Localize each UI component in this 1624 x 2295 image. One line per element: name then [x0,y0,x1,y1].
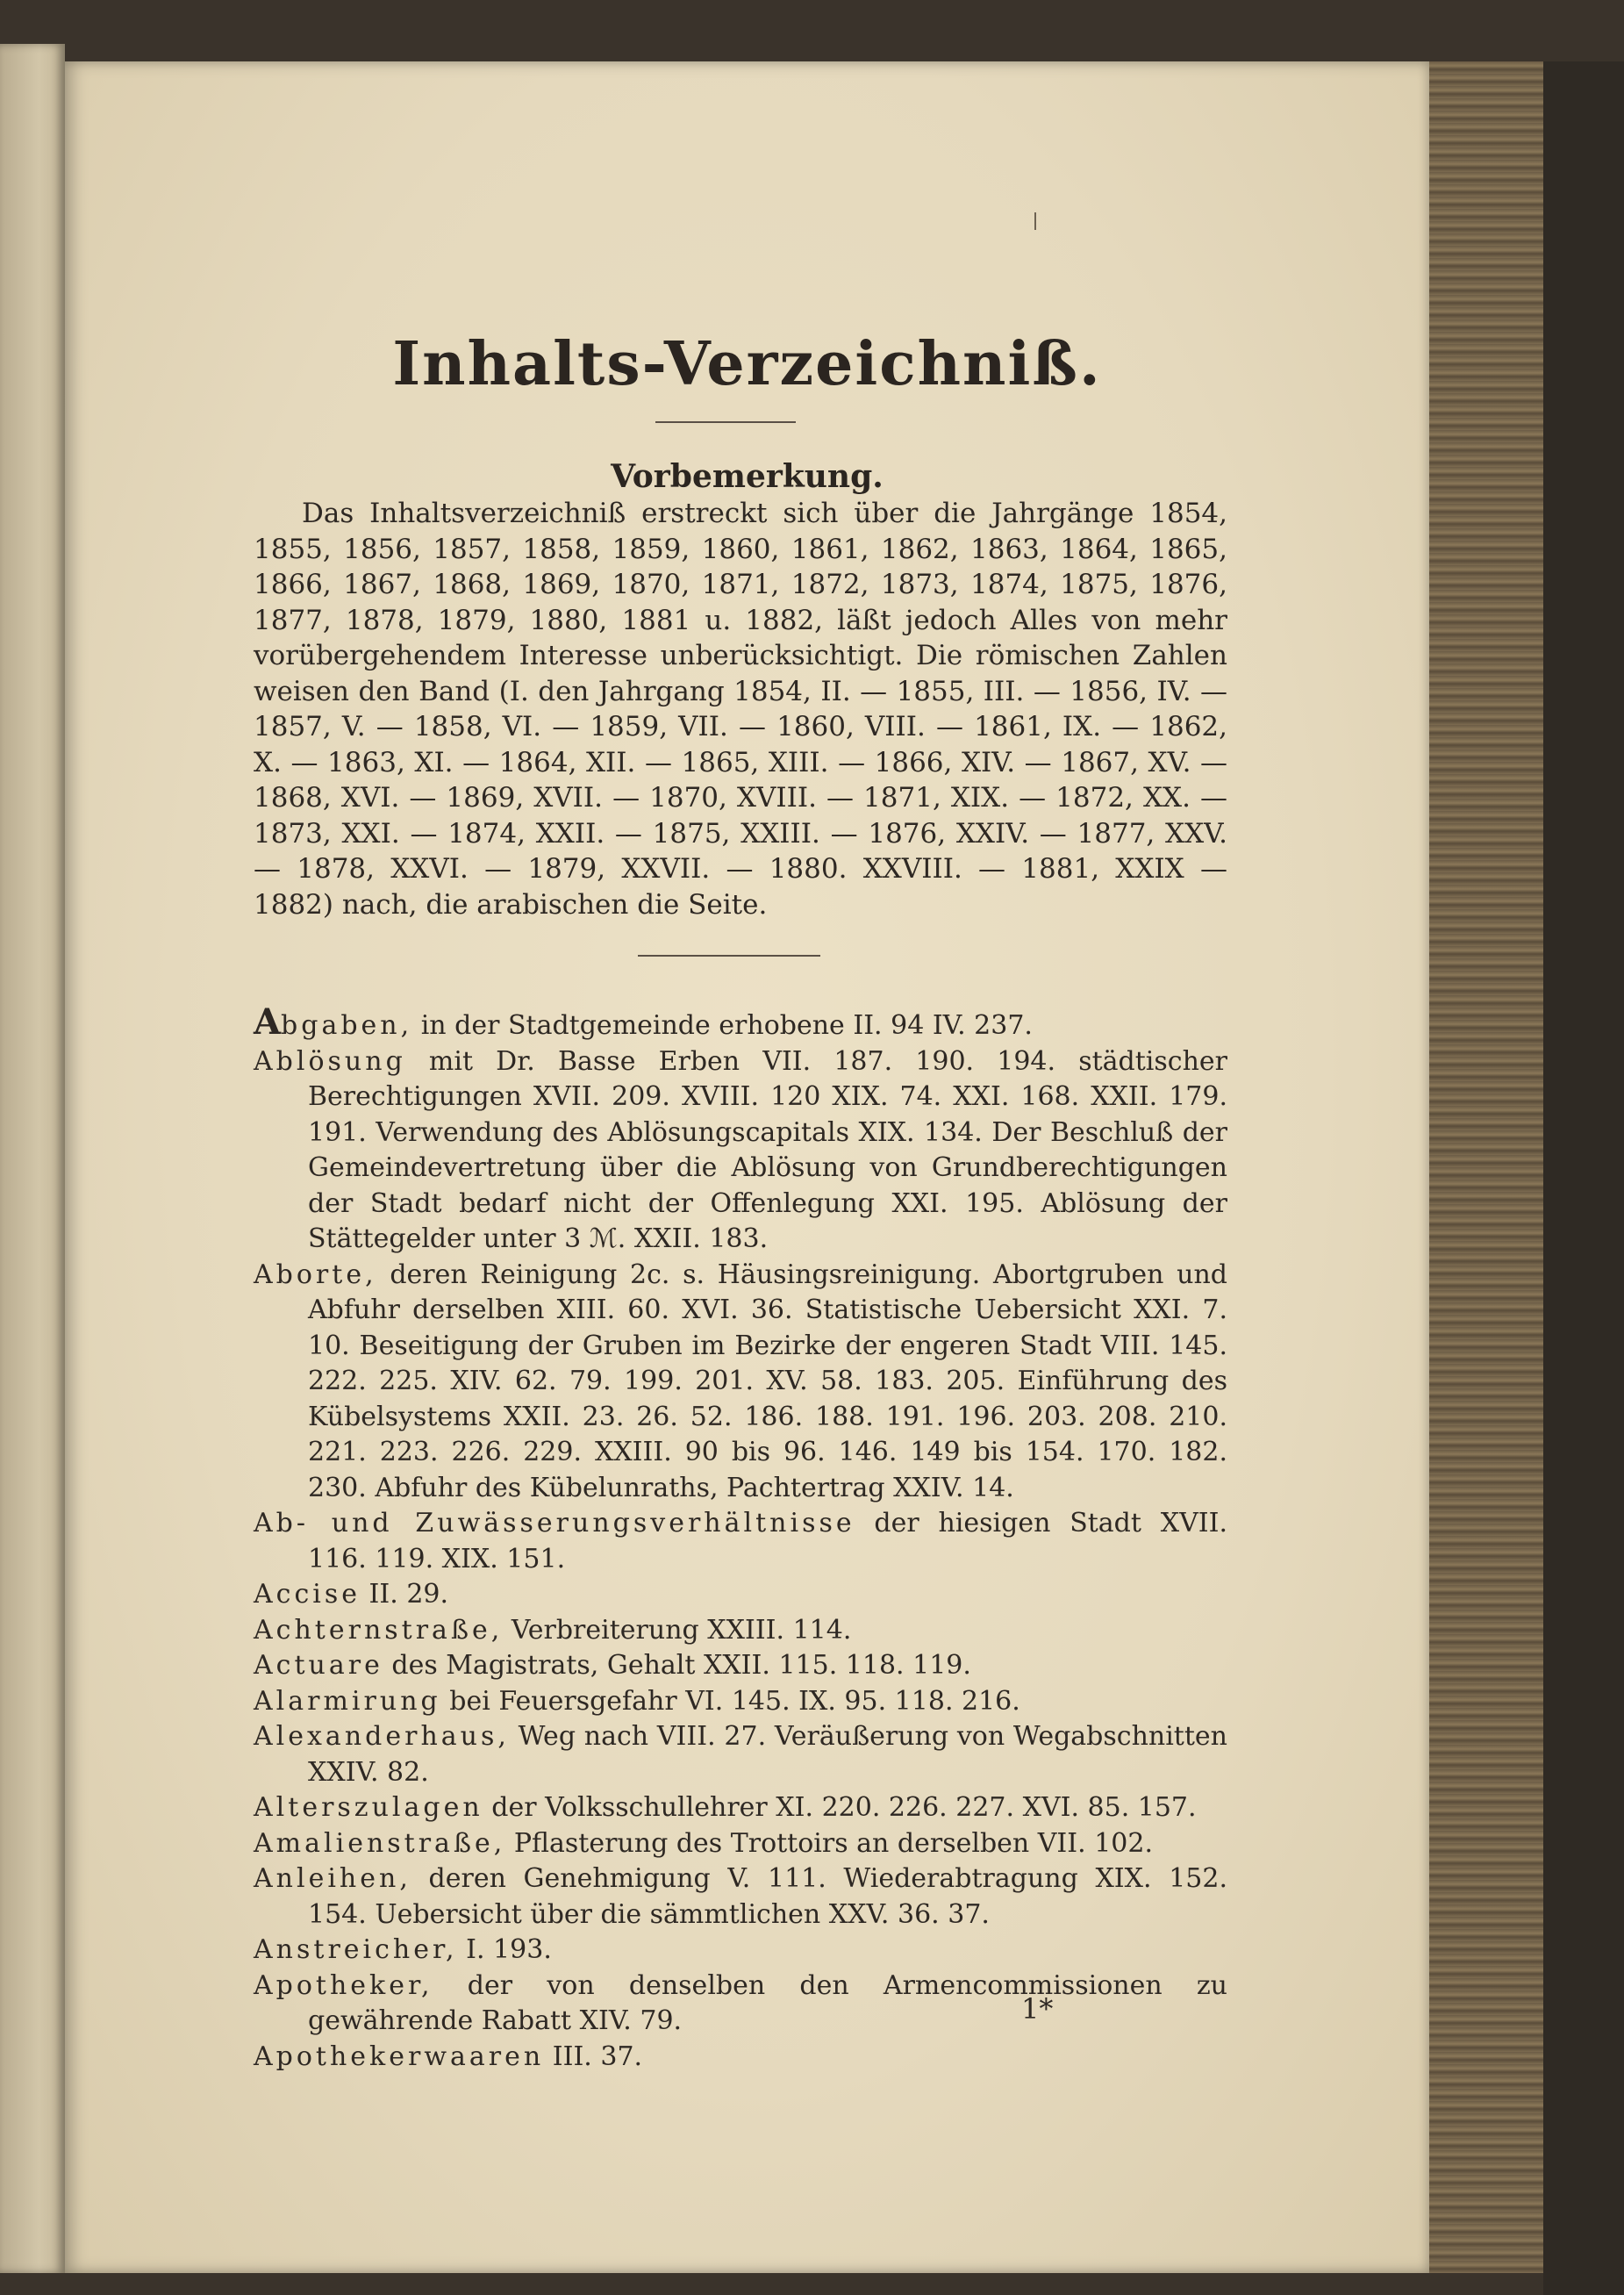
index-entry-text: II. 29. [361,1579,449,1610]
index-entry-text: Pflasterung des Trottoirs an derselben VII. 102. [505,1827,1154,1859]
index-entry-head: Amalienstraße, [254,1827,506,1859]
index-entry [254,1861,1227,1933]
index-entry-text: bei Feuersgefahr VI. 145. IX. 95. 118. 216. [440,1685,1020,1717]
index-entry-keyword [254,1579,361,1610]
book-edge [1429,61,1543,2273]
index-entry [254,1001,1227,1044]
index-entry-head: Anstreicher, [254,1934,458,1965]
index-entry-text: III. 37. [544,2040,643,2072]
index-entry-head: Ablösung [254,1045,406,1077]
index-entry-text: deren Reinigung 2c. s. Häusingsreinigung. Abortgruben und Abfuhr derselben XIII. 60. XVI. 36. Statistische Uebersicht XXI. 7. 10. Beseitigung der Gruben im Bezirke der engeren Stadt VIII. 145. 222. 225. XIV. 62. 79. 199. 201. XV. 58. 183. 205. Einführung des Kübelsystems XXII. 23. 26. 52. 186. 188. 191. 196. 203. 208. 210. 221. 223. 226. 229. XXIII. 90 bis 96. 146. 149 bis 154. 170. 182. 230. Abfuhr des Kübelunraths, Pachtertrag XXIV. 14. [308,1259,1227,1503]
index-entry-keyword [254,1001,413,1043]
index-entry [254,1933,1227,1969]
index-entry-keyword [254,1792,483,1823]
index-entry [254,1719,1227,1790]
preface-text: Das Inhaltsverzeichniß erstreckt sich über die Jahrgänge 1854, 1855, 1856, 1857, 1858, 1859, 1860, 1861, 1862, 1863, 1864, 1865, 1866, 1867, 1868, 1869, 1870, 1871, 1872, 1873, 1874, 1875, 1876, 1877, 1878, 1879, 1880, 1881 u. 1882, läßt jedoch Alles von mehr vorübergehendem Interesse unberücksichtigt. Die römischen Zahlen weisen den Band (I. den Jahrgang 1854, II. — 1855, III. — 1856, IV. — 1857, V. — 1858, VI. — 1859, VII. — 1860, VIII. — 1861, IX. — 1862, X. — 1863, XI. — 1864, XII. — 1865, XIII. — 1866, XIV. — 1867, XV. — 1868, XVI. — 1869, XVII. — 1870, XVIII. — 1871, XIX. — 1872, XX. — 1873, XXI. — 1874, XXII. — 1875, XXIII. — 1876, XXIV. — 1877, XXV. — 1878, XXVI. — 1879, XXVII. — 1880. XXVIII. — 1881, XXIX — 1882) nach, die arabischen die Seite. [254,498,1227,921]
index-entry-head: Alarmirung [254,1685,441,1717]
index-initial-letter: A [254,1001,282,1043]
book-page [65,61,1429,2273]
index-entry-keyword [254,1615,503,1646]
index-entry-keyword [254,1863,411,1894]
index-entry [254,1826,1227,1862]
index-entry-keyword [254,1828,505,1859]
index-entry-head: Alexanderhaus, [254,1721,510,1752]
title-divider [655,421,796,423]
signature-mark: 1* [1021,1992,1054,2026]
index-entry-head: Actuare [254,1650,383,1681]
index-entry-head: Apotheker, [254,1969,433,2001]
index-entry-head: Achternstraße, [254,1614,504,1646]
index-entry [254,1969,1227,2040]
index-entry-keyword [254,1721,510,1752]
index-entry-head: Ab- und Zuwässerungsverhältnisse [254,1508,855,1538]
index-entry-head: Apothekerwaaren [254,2040,545,2072]
index-entry-head: Alterszulagen [254,1792,483,1823]
index-entry-keyword [254,1686,441,1717]
index-entry-keyword [254,1970,433,2001]
index-entry [254,1577,1227,1613]
page-mark-tick [1034,212,1036,230]
index-entry [254,1790,1227,1826]
index-entry-keyword [254,2041,544,2072]
index-entry [254,1648,1227,1684]
index-entry-head: Anleihen, [254,1863,411,1894]
index-list [254,1001,1227,2075]
index-entry-keyword [254,1650,383,1681]
index-entry-head: Accise [254,1579,361,1610]
index-entry-keyword [254,1934,458,1965]
index-entry-text: des Magistrats, Gehalt XXII. 115. 118. 119. [383,1650,971,1681]
preface-heading: Vorbemerkung. [611,458,884,495]
index-entry-keyword [254,1046,406,1077]
index-entry-text: der von denselben den Armencommissionen zu gewährende Rabatt XIV. 79. [308,1969,1227,2036]
index-entry-keyword [254,1259,377,1290]
facing-page-edge [0,44,65,2273]
index-entry-text: der hiesigen Stadt XVII. 116. 119. XIX. 151. [308,1508,1227,1574]
index-entry-head: bgaben, [281,1010,413,1041]
index-entry-text: deren Genehmigung V. 111. Wiederabtragung XIX. 152. 154. Uebersicht über die sämmtlichen XXV. 36. 37. [308,1863,1227,1930]
index-entry [254,1044,1227,1258]
index-entry-text: Weg nach VIII. 27. Veräußerung von Wegabschnitten XXIV. 82. [308,1721,1227,1788]
index-entry-text: der Volksschullehrer XI. 220. 226. 227. XVI. 85. 157. [483,1792,1197,1823]
book-cover-edge [1543,61,1624,2295]
index-entry-keyword [254,1508,855,1538]
index-entry [254,1506,1227,1577]
index-entry [254,2040,1227,2076]
section-divider [638,955,820,957]
index-entry-text: in der Stadtgemeinde erhobene II. 94 IV. 237. [412,1010,1033,1041]
index-entry-text: Verbreiterung XXIII. 114. [503,1614,852,1646]
index-entry [254,1684,1227,1720]
page-title: Inhalts-Verzeichniß. [392,329,1102,399]
index-entry-head: Aborte, [254,1259,377,1290]
index-entry-text: I. 193. [457,1934,552,1965]
index-entry-text: mit Dr. Basse Erben VII. 187. 190. 194. städtischer Berechtigungen XVII. 209. XVIII. 120 XIX. 74. XXI. 168. XXII. 179. 191. Verwendung des Ablösungscapitals XIX. 134. Der Beschluß der Gemeindevertretung über die Ablösung von Grundberechtigungen der Stadt bedarf nicht der Offenlegung XXI. 195. Ablösung der Stättegelder unter 3 ℳ. XXII. 183. [308,1045,1227,1254]
index-entry [254,1258,1227,1507]
index-entry [254,1613,1227,1649]
